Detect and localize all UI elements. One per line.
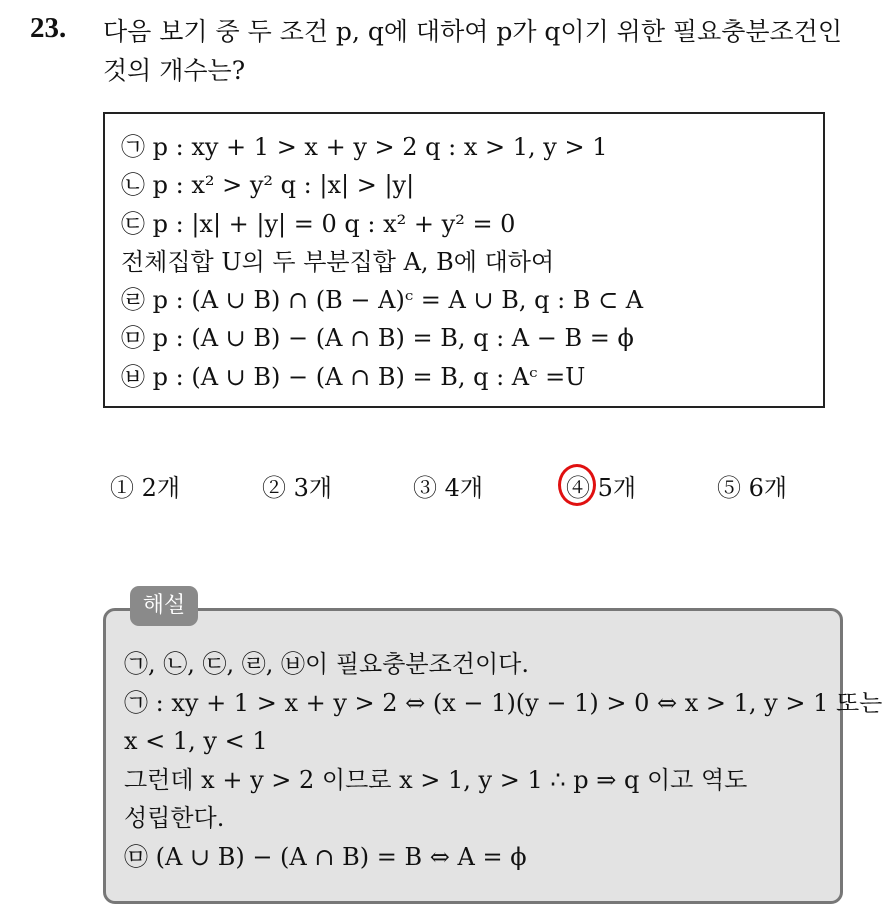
condition-6: ㉥ p : (A ∪ B) − (A ∩ B) = B, q : Aᶜ =U <box>121 362 586 391</box>
answer-mark-circle <box>558 464 596 506</box>
question-number: 23. <box>30 12 67 44</box>
solution-line-2: ㉠ : xy + 1 > x + y > 2 ⇔ (x − 1)(y − 1) > 0 ⇔ x > 1, y > 1 또는 <box>124 688 883 717</box>
condition-4: ㉣ p : (A ∪ B) ∩ (B − A)ᶜ = A ∪ B, q : B ⊂ A <box>121 286 644 315</box>
solution-line-4: 그런데 x + y > 2 이므로 x > 1, y > 1 ∴ p ⇒ q 이고 역도 <box>124 765 748 794</box>
choice-4-label: ④ 5개 <box>566 474 637 502</box>
solution-line-5: 성립한다. <box>124 804 225 832</box>
question-text: 다음 보기 중 두 조건 p, q에 대하여 p가 q이기 위한 필요충분조건인 것의 개수는? <box>103 17 842 85</box>
choice-2-label: ② 3개 <box>262 474 333 502</box>
condition-3: ㉢ p : |x| + |y| = 0 q : x² + y² = 0 <box>121 209 516 238</box>
choice-4[interactable] <box>566 470 636 506</box>
condition-5: ㉤ p : (A ∪ B) − (A ∩ B) = B, q : A − B = ϕ <box>121 324 634 353</box>
condition-2: ㉡ p : x² > y² q : |x| > |y| <box>121 171 415 200</box>
solution-line-1: ㉠, ㉡, ㉢, ㉣, ㉥이 필요충분조건이다. <box>124 650 529 678</box>
choice-3[interactable] <box>413 470 483 506</box>
choice-1[interactable] <box>110 470 180 506</box>
choice-5-label: ⑤ 6개 <box>717 474 788 502</box>
solution-box <box>103 608 883 904</box>
choice-2[interactable] <box>262 470 332 506</box>
solution-line-3: x < 1, y < 1 <box>124 727 268 755</box>
solution-line-6: ㉤ (A ∪ B) − (A ∩ B) = B ⇔ A = ϕ <box>124 842 527 871</box>
answer-choices <box>110 470 830 510</box>
choice-5[interactable] <box>717 470 787 506</box>
set-intro: 전체집합 U의 두 부분집합 A, B에 대하여 <box>121 247 555 276</box>
choice-3-label: ③ 4개 <box>413 474 484 502</box>
solution-tag: 해설 <box>130 586 198 626</box>
condition-1: ㉠ p : xy + 1 > x + y > 2 q : x > 1, y > 1 <box>121 133 608 161</box>
conditions-box <box>103 112 825 408</box>
choice-1-label: ① 2개 <box>110 474 181 502</box>
